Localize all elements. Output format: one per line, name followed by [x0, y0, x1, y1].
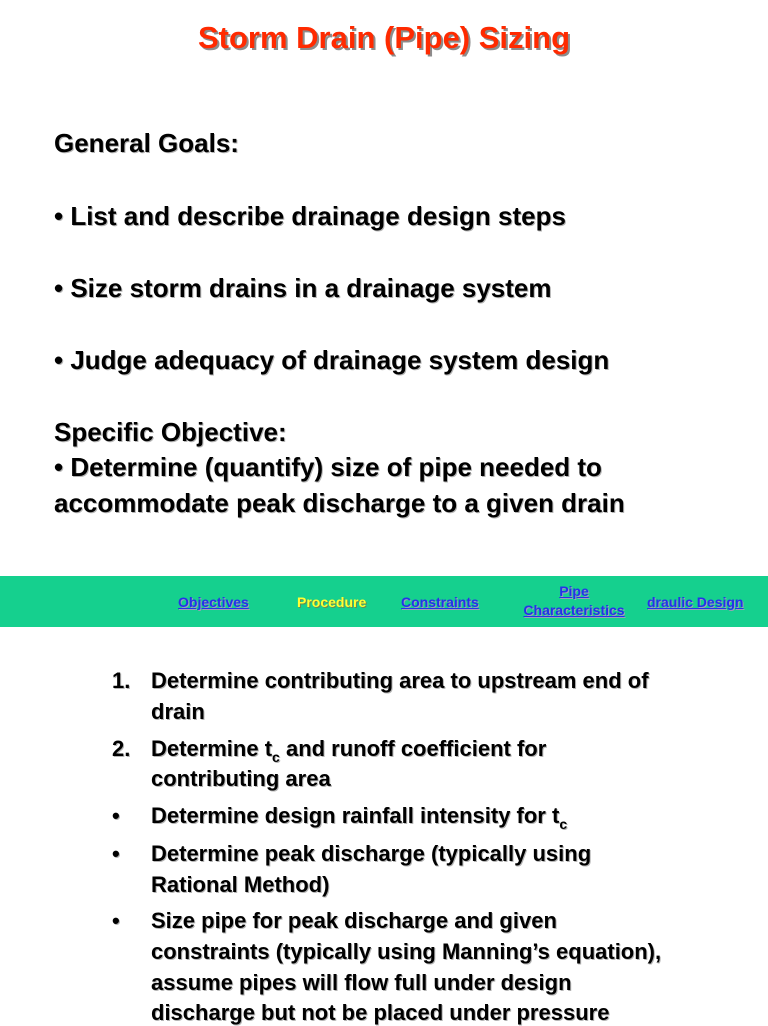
list-marker: 1. — [112, 668, 131, 693]
specific-objective-text: • Determine (quantify) size of pipe needed to — [54, 452, 602, 482]
procedure-step-text: Size pipe for peak discharge and given — [151, 908, 557, 933]
goal-item: • List and describe drainage design steps — [54, 201, 566, 231]
procedure-step-text: assume pipes will flow full under design — [151, 970, 572, 995]
general-goals-heading: General Goals: — [54, 128, 239, 158]
procedure-step-text: Determine contributing area to upstream end of — [151, 668, 649, 693]
goal-item: • Judge adequacy of drainage system design — [54, 345, 610, 375]
procedure-step-text: contributing area — [151, 766, 331, 791]
procedure-step-text: Rational Method) — [151, 872, 330, 897]
procedure-step-text: constraints (typically using Manning’s equation), — [151, 939, 662, 964]
list-marker: 2. — [112, 736, 131, 761]
specific-objective-heading: Specific Objective: — [54, 417, 287, 447]
nav-link-constraints[interactable]: Constraints — [401, 594, 479, 610]
nav-link-procedure[interactable]: Procedure — [297, 594, 367, 610]
procedure-step-text: Determine peak discharge (typically using — [151, 841, 592, 866]
nav-link-pipe-characteristics[interactable]: Pipe Characteristics — [523, 583, 625, 618]
nav-link-objectives[interactable]: Objectives — [178, 594, 249, 610]
list-marker: • — [112, 908, 120, 933]
nav-link-hydraulic-design[interactable]: draulic Design — [647, 594, 744, 610]
slide-title: Storm Drain (Pipe) Sizing — [197, 20, 571, 55]
procedure-step-text: discharge but not be placed under pressure — [151, 1000, 610, 1025]
procedure-step-text: Determine design rainfall intensity for $t_c$ — [151, 803, 568, 832]
procedure-step-text: drain — [151, 699, 205, 724]
procedure-step-text: Determine $t_c$ and runoff coefficient for — [151, 736, 547, 765]
list-marker: • — [112, 803, 120, 828]
goal-item: • Size storm drains in a drainage system — [54, 273, 552, 303]
specific-objective-text: accommodate peak discharge to a given drain — [54, 488, 625, 518]
list-marker: • — [112, 841, 120, 866]
